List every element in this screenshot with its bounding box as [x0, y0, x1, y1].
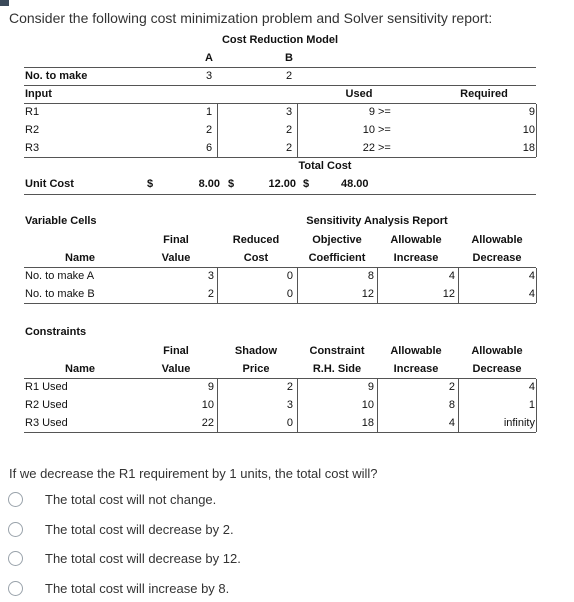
unit-cost-label: Unit Cost — [25, 178, 74, 190]
header-value: Value — [161, 363, 191, 375]
cell-increase: 4 — [448, 417, 455, 429]
cell-shadow-price: 0 — [286, 417, 293, 429]
rule-line — [24, 267, 536, 268]
rule-line — [24, 103, 536, 104]
column-separator — [217, 268, 218, 303]
coef-a: 1 — [205, 106, 213, 118]
column-b-header: B — [285, 52, 293, 64]
coef-b: 2 — [285, 142, 293, 154]
header-shadow: Shadow — [234, 345, 278, 357]
header-allowable: Allowable — [390, 345, 442, 357]
cell-final: 2 — [207, 288, 214, 300]
used-header: Used — [345, 88, 373, 100]
header-allowable: Allowable — [471, 345, 523, 357]
cell-decrease: 4 — [528, 288, 535, 300]
header-name: Name — [65, 252, 95, 264]
radio-button[interactable] — [8, 551, 23, 566]
column-separator — [536, 379, 537, 432]
header-rhs: R.H. Side — [312, 363, 362, 375]
column-separator — [297, 268, 298, 303]
column-separator — [536, 104, 537, 157]
cell-name: R1 Used — [25, 381, 68, 393]
header-decrease: Decrease — [472, 252, 522, 264]
column-separator — [458, 379, 459, 432]
radio-button[interactable] — [8, 581, 23, 596]
header-allowable: Allowable — [390, 234, 442, 246]
rule-line — [24, 303, 536, 304]
row-label: R2 — [25, 124, 40, 136]
gte-sign: >= — [378, 124, 391, 136]
report-title: Sensitivity Analysis Report — [306, 215, 448, 227]
currency-symbol: $ — [303, 178, 310, 190]
column-a-header: A — [205, 52, 213, 64]
row-label: R3 — [25, 142, 40, 154]
option-label: The total cost will decrease by 2. — [45, 521, 234, 537]
cell-final: 22 — [201, 417, 214, 429]
cell-coefficient: 8 — [367, 270, 374, 282]
cell-rhs: 9 — [367, 381, 374, 393]
header-objective: Objective — [312, 234, 362, 246]
cell-decrease: infinity — [503, 417, 535, 429]
used-value: 9 — [368, 106, 375, 118]
total-cost-label: Total Cost — [298, 160, 352, 172]
radio-button[interactable] — [8, 522, 23, 537]
header-name: Name — [65, 363, 95, 375]
cell-final: 9 — [207, 381, 214, 393]
header-coefficient: Coefficient — [308, 252, 366, 264]
rule-line — [24, 67, 536, 68]
coef-a: 2 — [205, 124, 213, 136]
header-increase: Increase — [393, 363, 439, 375]
cell-increase: 12 — [442, 288, 455, 300]
answer-option[interactable] — [8, 518, 234, 540]
cell-shadow-price: 2 — [286, 381, 293, 393]
rule-line — [24, 194, 536, 195]
radio-button[interactable] — [8, 492, 23, 507]
currency-symbol: $ — [147, 178, 154, 190]
constraints-label: Constraints — [25, 326, 87, 338]
required-value: 10 — [522, 124, 535, 136]
cell-name: R2 Used — [25, 399, 68, 411]
question-text: If we decrease the R1 requirement by 1 units, the total cost will? — [9, 466, 378, 481]
answer-option[interactable] — [8, 577, 229, 599]
column-separator — [458, 268, 459, 303]
column-separator — [377, 379, 378, 432]
rule-line — [24, 432, 536, 433]
header-final: Final — [163, 345, 189, 357]
column-separator — [536, 268, 537, 303]
header-reduced: Reduced — [232, 234, 280, 246]
cell-rhs: 18 — [361, 417, 374, 429]
header-final: Final — [163, 234, 189, 246]
cell-increase: 2 — [448, 381, 455, 393]
model-title: Cost Reduction Model — [221, 34, 339, 46]
cell-name: R3 Used — [25, 417, 68, 429]
rule-line — [24, 157, 536, 158]
answer-option[interactable] — [8, 547, 241, 569]
coef-b: 3 — [285, 106, 293, 118]
option-label: The total cost will not change. — [45, 491, 217, 507]
input-label: Input — [25, 88, 52, 100]
cell-decrease: 1 — [528, 399, 535, 411]
rule-line — [24, 378, 536, 379]
cell-increase: 8 — [448, 399, 455, 411]
unit-cost-a: 8.00 — [198, 178, 220, 190]
column-separator — [297, 104, 298, 157]
column-separator — [217, 104, 218, 157]
header-price: Price — [242, 363, 270, 375]
required-value: 9 — [528, 106, 535, 118]
coef-a: 6 — [205, 142, 213, 154]
column-separator — [217, 379, 218, 432]
header-allowable: Allowable — [471, 234, 523, 246]
row-label: R1 — [25, 106, 40, 118]
rule-line — [24, 85, 536, 86]
coef-b: 2 — [285, 124, 293, 136]
gte-sign: >= — [378, 142, 391, 154]
header-increase: Increase — [393, 252, 439, 264]
currency-symbol: $ — [228, 178, 235, 190]
answer-option[interactable] — [8, 488, 216, 510]
option-label: The total cost will increase by 8. — [45, 580, 230, 596]
cell-name: No. to make A — [25, 270, 95, 282]
used-value: 10 — [362, 124, 375, 136]
cell-coefficient: 12 — [361, 288, 374, 300]
cell-final: 10 — [201, 399, 214, 411]
no-to-make-a: 3 — [205, 70, 213, 82]
option-label: The total cost will decrease by 12. — [45, 550, 241, 566]
no-to-make-label: No. to make — [25, 70, 88, 82]
no-to-make-b: 2 — [285, 70, 293, 82]
unit-cost-b: 12.00 — [268, 178, 296, 190]
cell-name: No. to make B — [25, 288, 95, 300]
cell-rhs: 10 — [361, 399, 374, 411]
cell-reduced: 0 — [286, 270, 293, 282]
column-separator — [297, 379, 298, 432]
header-constraint: Constraint — [309, 345, 365, 357]
cell-reduced: 0 — [286, 288, 293, 300]
cell-increase: 4 — [448, 270, 455, 282]
required-header: Required — [460, 88, 508, 100]
cell-decrease: 4 — [528, 381, 535, 393]
used-value: 22 — [362, 142, 375, 154]
cell-final: 3 — [207, 270, 214, 282]
cell-shadow-price: 3 — [286, 399, 293, 411]
required-value: 18 — [522, 142, 535, 154]
variable-cells-label: Variable Cells — [25, 215, 97, 227]
header-cost: Cost — [243, 252, 269, 264]
total-cost-value: 48.00 — [341, 178, 369, 190]
intro-text: Consider the following cost minimization problem and Solver sensitivity report: — [9, 10, 493, 26]
gte-sign: >= — [378, 106, 391, 118]
header-decrease: Decrease — [472, 363, 522, 375]
header-value: Value — [161, 252, 191, 264]
cell-decrease: 4 — [528, 270, 535, 282]
column-separator — [377, 268, 378, 303]
